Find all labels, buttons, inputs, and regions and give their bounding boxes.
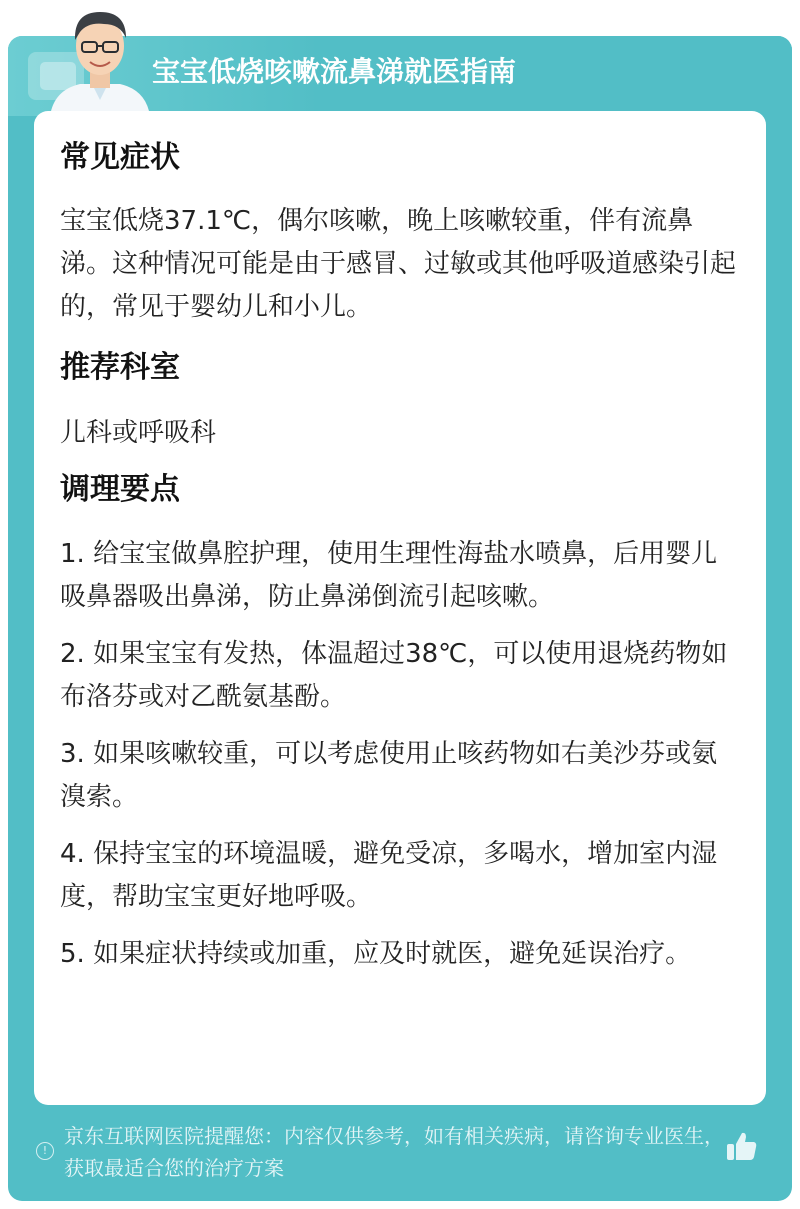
footer [36,1120,736,1184]
doctor-avatar-icon [40,0,160,116]
footer-disclaimer: 京东互联网医院提醒您：内容仅供参考，如有相关疾病，请咨询专业医生，获取最适合您的治疗方案 [64,1124,724,1180]
care-item-4: 4. 保持宝宝的环境温暖，避免受凉，多喝水，增加室内湿度，帮助宝宝更好地呼吸。 [60,839,718,912]
symptoms-text: 宝宝低烧37.1℃，偶尔咳嗽，晚上咳嗽较重，伴有流鼻涕。这种情况可能是由于感冒、过敏或其他呼吸道感染引起的，常见于婴幼儿和小儿。 [60,206,737,322]
thumbs-up-icon[interactable] [724,1128,760,1164]
care-item-5: 5. 如果症状持续或加重，应及时就医，避免延误治疗。 [60,939,692,969]
care-list [60,533,740,990]
info-icon: ! [36,1142,54,1160]
page-title: 宝宝低烧咳嗽流鼻涕就医指南 [152,55,517,88]
care-item-1: 1. 给宝宝做鼻腔护理，使用生理性海盐水喷鼻，后用婴儿吸鼻器吸出鼻涕，防止鼻涕倒流引起咳嗽。 [60,539,718,612]
symptoms-heading: 常见症状 [60,140,180,175]
care-heading: 调理要点 [60,472,180,507]
care-item-3: 3. 如果咳嗽较重，可以考虑使用止咳药物如右美沙芬或氨溴索。 [60,739,718,812]
department-heading: 推荐科室 [60,350,180,385]
care-item-2: 2. 如果宝宝有发热，体温超过38℃，可以使用退烧药物如布洛芬或对乙酰氨基酚。 [60,639,728,712]
department-text: 儿科或呼吸科 [60,418,217,448]
